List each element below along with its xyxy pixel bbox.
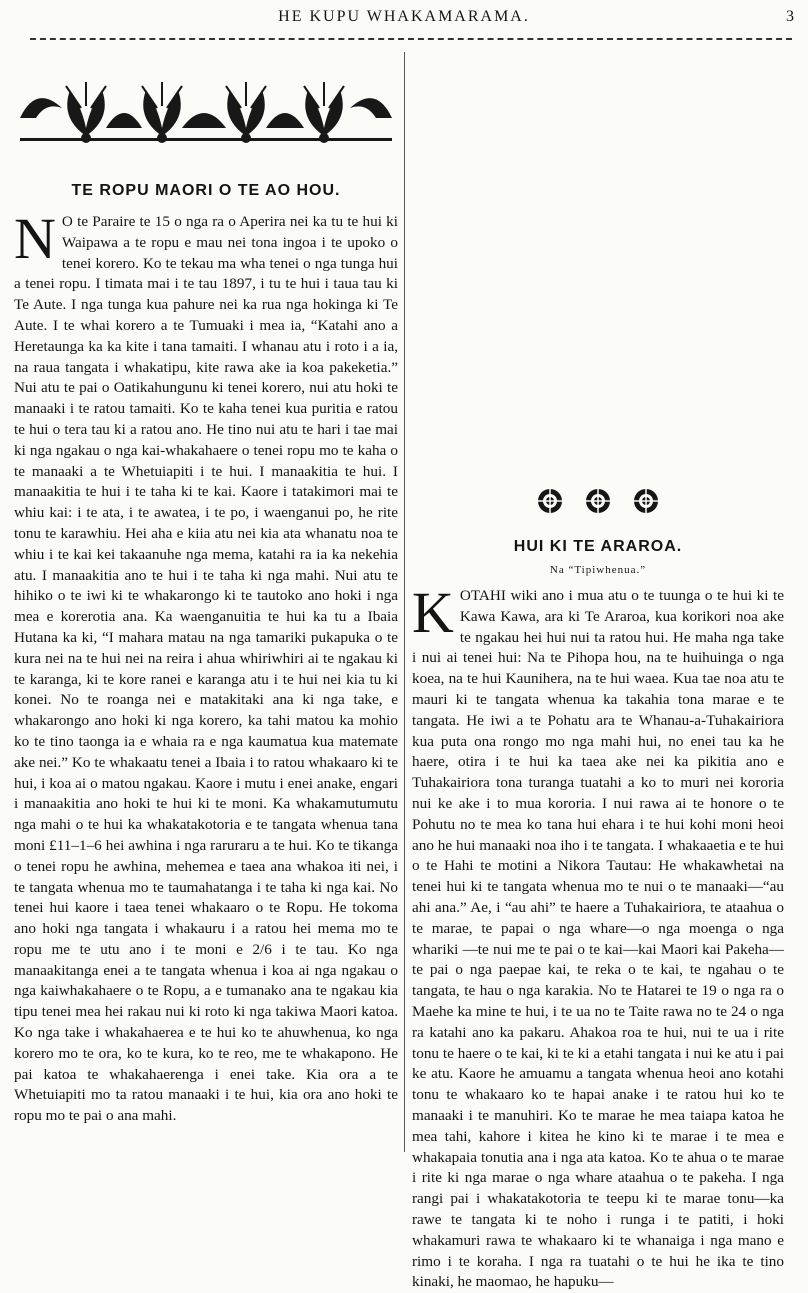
left-column bbox=[14, 56, 398, 1127]
flower-ornament-icon bbox=[537, 488, 563, 514]
right-column bbox=[412, 466, 784, 1293]
article-1-title: TE ROPU MAORI O TE AO HOU. bbox=[71, 182, 341, 199]
column-divider bbox=[404, 52, 405, 1152]
article-2-text: OTAHI wiki ano i mua atu o te tuunga o te hui ki te Kawa Kawa, ara ki Te Araroa, kua korikori noa ake te ngakau hei hui nui ta ratou hui. He maha nga take i nui ai tenei hui: Na te Pihopa hou, na te huihuinga o nga koea, na te hui Kaunihera, na te hui waea. Kua tae noa atu te mauri ki te tangata whenua ka takahia tona marae e te tangata. He iwi a te Pohatu ara te Whanau-a-Tuhakairiora kua puta ona rongo mo nga mahi hui, no enei tau ka he haere, otira i te hui ka taea ake nei ka pikitia ano e Tuhakairiora tona turanga tuatahi a ko to muri nei kororia nui ke ake i to mua kororia. I nui rawa ai te honore o te Pohutu no te mea ko tana hui ehara i te hui kohi moni heoi ano he hui manaaki noa iho i te tangata. I whakaaetia e te hui o te Hahi te motini a Nikora Tautau: He whakawhetai na tenei hui ki te tangata whenua mo te nui o te manaaki—“au ahi ana.” Ae, i “au ahi” te haere a Tuhakairiora, te ataahua o te marae, te papai o nga whare—o nga moenga o nga whariki —te nui me te pai o te kai—kai Maori kai Pakeha—te pai o nga paepae kai, te reka o te kai, te ngahau o te tangata, te hau o nga karakia. No te Hatarei te 19 o nga ra o Maehe ka mine te hui, i te ua no te Taite rawa no te 24 o nga ra katahi ano ka pakaru. Ahakoa roa te hui, nui te ua i rite tonu te haere o te kai, ki te ki a etahi tangata i nui ke atu i pai ke atu. Kaore he amuamu a tangata whenua heoi ano kotahi tonu te whakaaro ko te hapai anake i te ratou hui ko te manaaki i te manuhiri. Ko te marae he mea taiapa katoa he mea tahi, kahore i kitea he kino ki te marae i te mea e whakapaia tonutia ana i nga ata katoa. Ko te ahua o te marae i rite ki nga marae o nga whare ataahua o te pakeha. I nga rangi pai i whakatakotoria te teepu ki te marae tonu—ka rawe te tangata ki te noho i runga i te patiti, i hoki whakamuri rawa te whakaaro ki te whanaiga i nga mano e rimo i te koraha. I nga ra tuatahi o te hui he ika te tino kinaki, he maomao, he hapuku— bbox=[412, 587, 784, 1291]
header-rule bbox=[30, 38, 792, 40]
article-1-body bbox=[14, 206, 398, 1127]
flower-ornament-icon bbox=[633, 488, 659, 514]
article-1-dropcap: N bbox=[14, 206, 56, 271]
article-1-text: O te Paraire te 15 o nga ra o Aperira nei ka tu te hui ki Waipawa a te ropu e mau nei tona ingoa i te upoko o tenei korero. Ko te tekau ma wha tenei o nga tunga hui a tenei ropu. I timata mai i te tau 1897, i tu te hui i taua tau ki Te Aute. I nga tunga kua pahure nei ka rua nga hokinga ki Te Aute. I te whai korero a te Tumuaki i mea ia, “Katahi ano a Heretaunga ka ka kite i tana tamaiti. I whanau atu i roto i a ia, na raua tangata i whakatipu, kite rawa ake ia koa pakeketia.” Nui atu te pai o Oatikahungunu ki tenei korero, nui atu hoki te manaaki i te ratou tamaiti. Ko te kaha tenei kua puritia e ratou te hui o tera tau ki a ratou ano. He tino nui atu te hari i tae mai ki nga ngakau o nga kai-whakahaere o tenei ropu mo te kaha o te manaaki a te Whetuiapiti i te hui. I manaakitia te hui. I manaakitia te hui i te taha ki te kai. Kaore i tatakimori mai te whiu kai: i te ata, i te awatea, i te po, i waenganui po, he rite tonu te karawhiu. Hei aha e kiia atu nei kia ata whanatu noa te whiu i te kai kei takaanuhe nga mema, katahi ra ia ka nekehia atu. I manaakitia ano te hui i te taha ki nga mahi. Nui atu te hihiko o te iwi ki te whakarongo ki te tautoko ano hoki i nga mea e korerotia ana. Ka waenganuitia te hui ka tu a Ibaia Hutana ka ki, “I mahara matau na nga tamariki pukapuka o te kura nei na te hui nei na reira i ahua whiriwhiri ai te ngakau ki te karanga, ki te kore ranei e karanga atu i te hui nei kia tu ki konei. No te roanga nei e matakitaki ana ki nga take, e whakarongo ano hoki ki nga korero, ka tahi matou ka mohio ko te tino taonga ia e whaia ra e nga kaumatua kua matemate ake nei.” Ko te whakaatu tenei a Ibaia i to ratou whakaaro ki te hui, i koa ai o matou ngakau. Kaore i mutu i enei anake, engari i manaakitia ano hoki te hui ki te moni. Ka whakamutumutu nga mahi o te hui ka whakatakotoria e te tangata whenua tana moni £11–1–6 hei awhina i nga raruraru a te hui. Ko te tikanga o tenei ropu he awhina, mehemea e taea ana whakoa iti nei, i te tangata whenua mo te taumahatanga i te taha ki nga kai. No tenei hui kaore i taea tenei whakaaro o te Ropu. He tokoma ano hoki nga tangata i whakauru i a ratou hei mema mo te ropu me te utu ano i te moni e 2/6 i te tau. Ko nga manaakitanga enei a te tangata whenua i koa ai nga ngakau o nga kaiwhakahaere o te Ropu, a e tumanako ana te ngakau kia tipu tenei mea hei rakau nui ki roto ki nga takiwa Maori katoa. Ko nga take i whakahaerea e te hui ko te ahuwhenua, ko nga korero mo te ora, ko te kura, ko te reo, me te whakapono. He pai katoa te whakahaerenga i enei take. Kia ora a te Whetuiapiti mo ta ratou manaaki i te hui, kia ora ano hoki te ropu mo te pai o ana mahi. bbox=[14, 213, 398, 1125]
flower-ornament-row bbox=[412, 488, 784, 514]
page-number: 3 bbox=[786, 8, 794, 25]
article-2-dropcap: K bbox=[412, 580, 454, 645]
ornament-band-svg bbox=[16, 78, 396, 148]
article-2-title: HUI KI TE ARAROA. bbox=[513, 538, 683, 555]
fern-frond-ornament-icon bbox=[16, 78, 396, 148]
flower-ornament-icon bbox=[585, 488, 611, 514]
page-header bbox=[0, 0, 808, 44]
running-title: HE KUPU WHAKAMARAMA. bbox=[278, 8, 530, 25]
article-2-byline: Na “Tipiwhenua.” bbox=[549, 564, 647, 576]
article-2-body bbox=[412, 580, 784, 1293]
